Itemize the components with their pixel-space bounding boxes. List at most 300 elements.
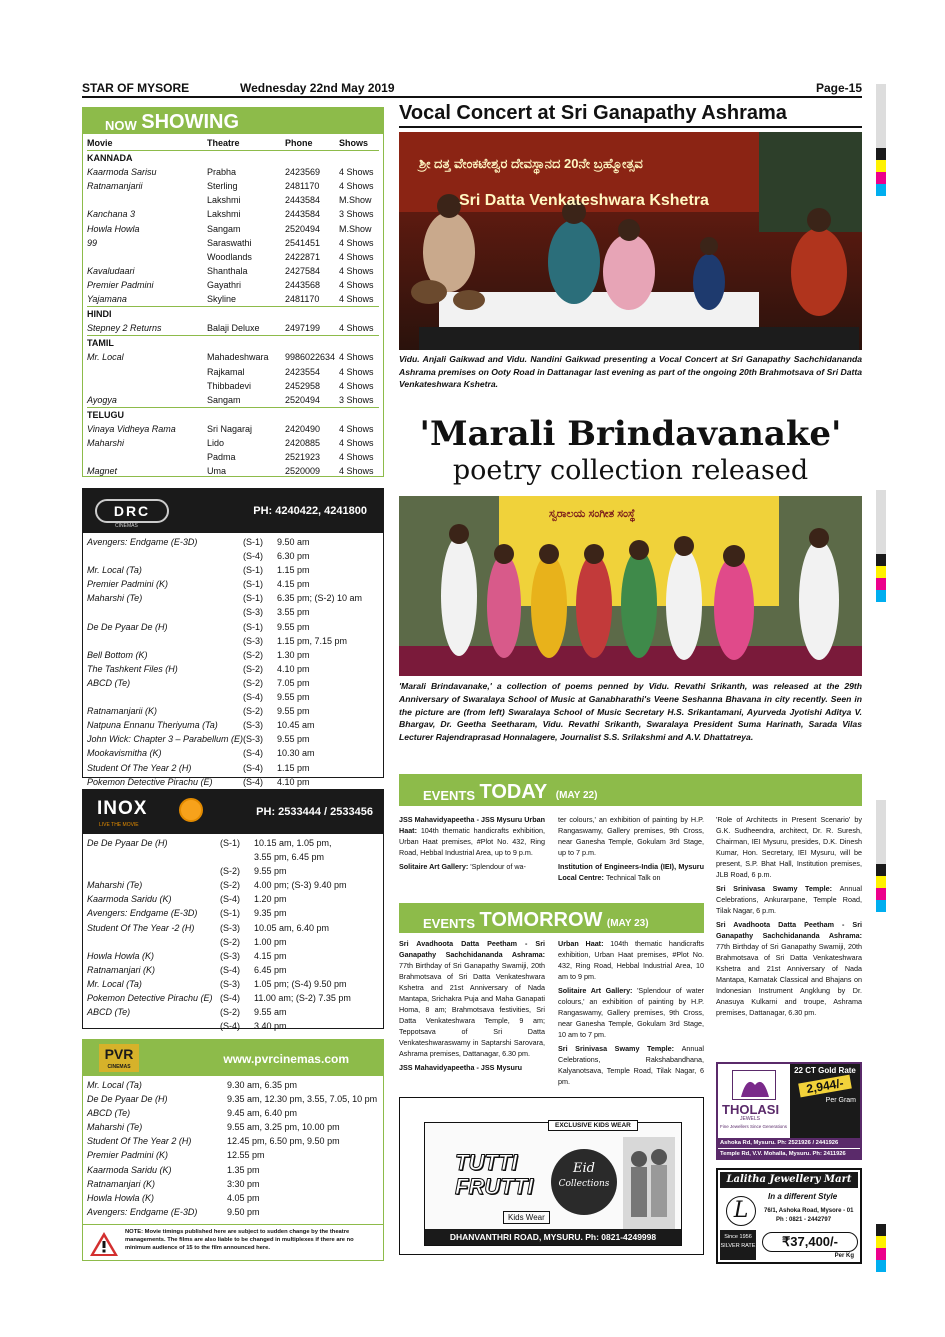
event-venue: JSS Mahavidyapeetha - JSS Mysuru Urban Haat: bbox=[399, 815, 545, 835]
events-today-date: (MAY 22) bbox=[555, 790, 598, 801]
table-row bbox=[87, 746, 379, 760]
tholasi-brand-sub: JEWELS bbox=[740, 1116, 761, 1122]
movie-cell: De De Pyaar De (H) bbox=[87, 838, 168, 848]
page-number: Page-15 bbox=[815, 81, 862, 95]
shows-cell: 4 Shows bbox=[339, 265, 374, 276]
table-header bbox=[87, 136, 379, 151]
phone-cell: 2423569 bbox=[285, 167, 321, 178]
registration-marks-top bbox=[876, 84, 886, 196]
shows-cell: 4 Shows bbox=[339, 237, 374, 248]
table-row bbox=[87, 704, 379, 718]
time-cell: 9.35 pm bbox=[254, 908, 287, 919]
marali-headline: 'Marali Brindavanake' bbox=[419, 414, 842, 454]
screen-cell: (S-1) bbox=[242, 579, 263, 590]
pvr-logo-sub: CINEMAS bbox=[107, 1064, 131, 1070]
screen-cell: (S-3) bbox=[242, 720, 263, 731]
table-row bbox=[87, 1134, 379, 1148]
event-item bbox=[558, 985, 704, 1040]
tholasi-tagline: Fine Jewellers Since Generations bbox=[720, 1124, 788, 1129]
kids-photo-art bbox=[623, 1137, 675, 1229]
table-row bbox=[87, 850, 379, 864]
table-row bbox=[87, 732, 379, 746]
time-cell: 9.35 am, 12.30 pm, 3.55, 7.05, 10 pm bbox=[227, 1094, 378, 1105]
now-showing-title-small: NOW bbox=[105, 118, 137, 133]
phone-cell: 2497199 bbox=[285, 323, 321, 334]
phone-cell: 2521923 bbox=[285, 452, 321, 463]
event-venue: Solitaire Art Gallery: bbox=[558, 986, 638, 995]
inox-tagline: LIVE THE MOVIE bbox=[99, 822, 139, 828]
table-row bbox=[87, 264, 379, 278]
movie-cell: Howla Howla bbox=[87, 223, 140, 234]
phone-cell: 2481170 bbox=[285, 294, 320, 305]
movie-cell: Ayogya bbox=[87, 394, 117, 405]
screen-cell: (S-2) bbox=[220, 936, 240, 947]
movie-cell bbox=[87, 634, 243, 648]
table-row bbox=[87, 620, 379, 634]
screen-cell: (S-1) bbox=[242, 621, 263, 632]
col-theatre: Theatre bbox=[207, 138, 240, 148]
table-row bbox=[87, 179, 379, 193]
language-section-row bbox=[87, 307, 379, 322]
inox-logo: INOX bbox=[97, 798, 148, 819]
screen-cell: (S-2) bbox=[220, 880, 240, 891]
event-item bbox=[558, 814, 704, 858]
screen-cell: (S-4) bbox=[220, 894, 240, 905]
language-label: KANNADA bbox=[87, 151, 379, 166]
table-row bbox=[87, 1106, 379, 1120]
time-cell: 4.10 pm bbox=[276, 663, 310, 674]
shows-cell: 4 Shows bbox=[339, 380, 374, 391]
theatre-cell: Skyline bbox=[207, 294, 237, 305]
movie-cell bbox=[87, 864, 220, 878]
event-item bbox=[399, 861, 545, 872]
movie-cell: Ratnamanjarii (K) bbox=[87, 706, 158, 717]
time-cell: 12.55 pm bbox=[227, 1150, 265, 1161]
events-tomorrow-title-small: EVENTS bbox=[423, 916, 476, 931]
tuttifrutti-ad bbox=[399, 1097, 704, 1255]
movie-cell bbox=[87, 690, 243, 704]
table-row bbox=[87, 1092, 379, 1106]
time-cell: 9.45 am, 6.40 pm bbox=[227, 1108, 298, 1119]
movie-cell: Avengers: Endgame (E-3D) bbox=[87, 537, 198, 547]
table-row bbox=[87, 836, 379, 850]
movie-cell: Premier Padmini (K) bbox=[87, 1150, 169, 1161]
shows-cell: 4 Shows bbox=[339, 466, 374, 477]
language-section-row bbox=[87, 336, 379, 351]
table-row bbox=[87, 906, 379, 920]
time-cell: 1.15 pm bbox=[276, 565, 310, 576]
event-venue: Sri Avadhoota Datta Peetham - Sri Ganapathy Sachchidananda Ashrama: bbox=[716, 920, 862, 940]
screen-cell: (S-1) bbox=[242, 593, 263, 604]
registration-marks-bottom bbox=[876, 1224, 886, 1272]
theatre-cell: Padma bbox=[207, 452, 236, 463]
drc-logo bbox=[95, 499, 169, 523]
col-phone: Phone bbox=[285, 138, 313, 148]
table-row bbox=[87, 1005, 379, 1019]
table-row bbox=[87, 892, 379, 906]
table-row bbox=[87, 634, 379, 648]
time-cell: 9.55 pm bbox=[276, 621, 310, 632]
theatre-cell: Saraswathi bbox=[207, 237, 252, 248]
theatre-cell: Balaji Deluxe bbox=[207, 323, 260, 334]
time-cell: 9.55 pm bbox=[276, 734, 310, 745]
events-today-title-small: EVENTS bbox=[423, 788, 476, 803]
theatre-cell: Thibbadevi bbox=[207, 380, 252, 391]
screen-cell: (S-1) bbox=[242, 537, 263, 547]
table-row bbox=[87, 1078, 379, 1092]
tholasi-emblem bbox=[732, 1070, 776, 1100]
table-row bbox=[87, 591, 379, 605]
movie-cell: Ratnamanjari (K) bbox=[87, 964, 156, 975]
pvr-logo-text: PVR bbox=[104, 1046, 134, 1062]
theatre-cell: Lakshmi bbox=[207, 209, 241, 220]
table-row bbox=[87, 1120, 379, 1134]
phone-cell: 2443568 bbox=[285, 279, 321, 290]
table-row bbox=[87, 1019, 379, 1033]
phone-cell: 9986022634 bbox=[285, 352, 336, 363]
shows-cell: 3 Shows bbox=[339, 394, 374, 405]
movie-cell: Avengers: Endgame (E-3D) bbox=[87, 1206, 198, 1217]
pvr-website: www.pvrcinemas.com bbox=[223, 1052, 349, 1066]
shows-cell: 4 Shows bbox=[339, 279, 374, 290]
pvr-note-box bbox=[83, 1224, 383, 1260]
movie-cell bbox=[87, 605, 243, 619]
language-label: TAMIL bbox=[87, 336, 379, 351]
theatre-cell: Uma bbox=[207, 466, 227, 477]
table-row bbox=[87, 193, 379, 207]
theatre-cell: Sterling bbox=[207, 181, 238, 192]
inox-sun-icon bbox=[179, 798, 203, 822]
time-cell: 1.30 pm bbox=[276, 649, 310, 660]
table-row bbox=[87, 718, 379, 732]
tuttifrutti-tag: EXCLUSIVE KIDS WEAR bbox=[548, 1120, 638, 1131]
shows-cell: 4 Shows bbox=[339, 251, 374, 262]
table-row bbox=[87, 207, 379, 221]
event-venue: Sri Srinivasa Swamy Temple: bbox=[558, 1044, 682, 1053]
concert-caption: Vidu. Anjali Gaikwad and Vidu. Nandini Gaikwad presenting a Vocal Concert at Sri Ganapathy Sachchidananda Ashrama premises on Ooty Road in Dattanagar last evening as part of the ongoing 20th Brahmotsava of Sri Datta Venkateshwara Kshetra. bbox=[399, 354, 862, 389]
table-row bbox=[87, 1205, 379, 1219]
event-venue: Urban Haat: bbox=[558, 939, 611, 948]
event-venue: Sri Srinivasa Swamy Temple: bbox=[716, 884, 840, 893]
movie-cell bbox=[87, 450, 207, 464]
event-venue: Sri Avadhoota Datta Peetham - Sri Ganapathy Sachchidananda Ashrama: bbox=[399, 939, 545, 959]
lalitha-phone: Ph : 0821 - 2442797 bbox=[776, 1217, 832, 1223]
shows-cell: M.Show bbox=[339, 195, 372, 206]
movie-cell bbox=[87, 379, 207, 393]
events-tomorrow-date: (MAY 23) bbox=[606, 918, 649, 929]
paper-name: STAR OF MYSORE bbox=[82, 81, 190, 95]
movie-cell: De De Pyaar De (H) bbox=[87, 621, 168, 632]
drc-section bbox=[82, 488, 384, 787]
time-cell: 4.00 pm; (S-3) 9.40 pm bbox=[254, 880, 347, 891]
phone-cell: 2481170 bbox=[285, 181, 320, 192]
table-row bbox=[87, 921, 379, 935]
table-row bbox=[87, 393, 379, 408]
screen-cell: (S-3) bbox=[220, 922, 240, 933]
inox-table bbox=[87, 836, 379, 1033]
events-tomorrow-col1 bbox=[399, 938, 545, 1076]
theatre-cell: Sangam bbox=[207, 394, 241, 405]
phone-cell: 2520494 bbox=[285, 394, 321, 405]
screen-cell: (S-3) bbox=[242, 607, 263, 618]
phone-cell: 2423554 bbox=[285, 366, 321, 377]
tholasi-address-2: Temple Rd, V.V. Mohalla, Mysuru. Ph: 2411926 bbox=[718, 1148, 860, 1158]
movie-cell: Premier Padmini (K) bbox=[87, 579, 169, 590]
masthead bbox=[82, 80, 862, 98]
movie-cell: Maharshi (Te) bbox=[87, 1122, 143, 1133]
phone-cell: 2520009 bbox=[285, 466, 321, 477]
screen-cell: (S-3) bbox=[220, 978, 240, 989]
movie-cell: Kanchana 3 bbox=[87, 209, 136, 220]
theatre-cell: Rajkamal bbox=[207, 366, 245, 377]
event-details: Annual Celebrations, Rakshabandhana, Kalyanotsava, Temple Road, Tilak Nagar, 6 pm. bbox=[558, 1044, 704, 1086]
event-item bbox=[399, 1062, 545, 1073]
shows-cell: 4 Shows bbox=[339, 423, 374, 434]
inox-section bbox=[82, 789, 384, 1032]
table-row bbox=[87, 761, 379, 775]
table-row bbox=[87, 535, 379, 549]
events-today-header bbox=[399, 774, 862, 806]
col-movie: Movie bbox=[87, 138, 113, 148]
movie-cell: John Wick: Chapter 3 – Parabellum (E) bbox=[87, 734, 243, 745]
events-tomorrow-title-big: TOMORROW bbox=[479, 909, 603, 931]
screen-cell: (S-2) bbox=[242, 649, 263, 660]
time-cell: 6.35 pm; (S-2) 10 am bbox=[276, 593, 363, 604]
tuttifrutti-sub: Kids Wear bbox=[503, 1211, 550, 1224]
event-venue: Solitaire Art Gallery: bbox=[399, 862, 471, 871]
registration-marks-mid bbox=[876, 490, 886, 602]
table-row bbox=[87, 949, 379, 963]
table-row bbox=[87, 236, 379, 250]
movie-cell: Kaarmoda Sarisu bbox=[87, 167, 157, 178]
shows-cell: 3 Shows bbox=[339, 209, 374, 220]
table-row bbox=[87, 935, 379, 949]
screen-cell: (S-4) bbox=[242, 692, 263, 703]
event-item bbox=[716, 919, 862, 1018]
marali-caption: 'Marali Brindavanake,' a collection of poems penned by Vidu. Revathi Srikanth, was released at the 29th Anniversary of Swaralaya School of Music at Ganabharathi's Veene Seshanna Bhavana in city recently. Seen in the picture are (from left) Swaralaya School of Music Secretary H.S. Srikantamani, Ayurveda Jyotishi Aditya V. Bhargav, Dr. Geetha Seetharam, Vidu. Revathi Srikanth, Swaralaya President Suma Harinath, Sarada Vilas Lecturer Rajendraprasad Honnalagere, Journalist S.S. Srilakshmi and A.V. Dhattatreya. bbox=[399, 681, 862, 743]
events-tomorrow-header bbox=[399, 903, 704, 933]
screen-cell: (S-3) bbox=[220, 950, 240, 961]
phone-cell: 2541451 bbox=[285, 237, 321, 248]
phone-cell: 2420490 bbox=[285, 423, 321, 434]
table-row bbox=[87, 977, 379, 991]
table-row bbox=[87, 878, 379, 892]
screen-cell: (S-1) bbox=[220, 908, 240, 919]
movie-cell bbox=[87, 549, 243, 563]
movie-cell: Premier Padmini bbox=[87, 279, 154, 290]
time-cell: 3.55 pm bbox=[276, 607, 310, 618]
time-cell: 3.55 pm, 6.45 pm bbox=[254, 852, 325, 863]
lalitha-address: 76/1, Ashoka Road, Mysore - 01 bbox=[764, 1208, 854, 1214]
table-row bbox=[87, 1191, 379, 1205]
time-cell: 10.15 am, 1.05 pm, bbox=[254, 838, 332, 848]
screen-cell: (S-4) bbox=[242, 762, 263, 773]
gold-rate-per: Per Gram bbox=[825, 1097, 856, 1104]
phone-cell: 2422871 bbox=[285, 251, 321, 262]
phone-cell: 2452958 bbox=[285, 380, 321, 391]
screen-cell: (S-2) bbox=[220, 866, 240, 877]
events-today-title-big: TODAY bbox=[479, 781, 548, 803]
event-item bbox=[558, 1043, 704, 1087]
tuttifrutti-footer: DHANVANTHRI ROAD, MYSURU. Ph: 0821-4249998 bbox=[425, 1229, 681, 1245]
movie-cell: Ratnamanjari (K) bbox=[87, 1178, 156, 1189]
theatre-cell: Sri Nagaraj bbox=[207, 423, 253, 434]
shows-cell: 4 Shows bbox=[339, 181, 374, 192]
lalitha-tagline: In a different Style bbox=[768, 1192, 838, 1201]
language-label: HINDI bbox=[87, 307, 379, 322]
table-row bbox=[87, 292, 379, 307]
table-row bbox=[87, 450, 379, 464]
movie-cell: Vinaya Vidheya Rama bbox=[87, 423, 176, 434]
concert-banner-english: Sri Datta Venkateshwara Kshetra bbox=[459, 192, 709, 209]
table-row bbox=[87, 365, 379, 379]
table-row bbox=[87, 991, 379, 1005]
lalitha-silver-rate: ₹37,400/- bbox=[762, 1232, 858, 1252]
language-label: TELUGU bbox=[87, 407, 379, 422]
inox-phone: PH: 2533444 / 2533456 bbox=[256, 806, 373, 818]
table-row bbox=[87, 278, 379, 292]
movie-cell: Mookavismitha (K) bbox=[87, 748, 162, 759]
drc-header bbox=[83, 489, 383, 533]
time-cell: 9.50 pm bbox=[227, 1206, 260, 1217]
event-venue: Institution of Engineers-India (IEI), Mysuru Local Centre: bbox=[558, 862, 704, 882]
theatre-cell: Woodlands bbox=[207, 251, 252, 262]
movie-cell: Mr. Local (Ta) bbox=[87, 978, 142, 989]
theatre-cell: Gayathri bbox=[207, 279, 242, 290]
movie-cell: ABCD (Te) bbox=[87, 1108, 131, 1119]
table-row bbox=[87, 963, 379, 977]
shows-cell: 4 Shows bbox=[339, 294, 374, 305]
table-row bbox=[87, 1148, 379, 1162]
shows-cell: M.Show bbox=[339, 223, 372, 234]
time-cell: 9.50 am bbox=[276, 537, 310, 547]
marali-photo bbox=[399, 496, 862, 676]
event-item bbox=[558, 938, 704, 982]
shows-cell: 4 Shows bbox=[339, 167, 374, 178]
event-details: ter colours,' an exhibition of painting by H.P. Rangaswamy, Gallery premises, 9th Cross, near Ganesha Temple, Gokulam 3rd Stage, up to 7 p.m. bbox=[558, 815, 704, 857]
language-section-row bbox=[87, 151, 379, 166]
events-tomorrow-col2 bbox=[558, 938, 704, 1090]
movie-cell: Howla Howla (K) bbox=[87, 950, 155, 961]
events-today-col3 bbox=[716, 814, 862, 1021]
table-row bbox=[87, 321, 379, 336]
lalitha-brand: Lalitha Jewellery Mart bbox=[720, 1172, 858, 1188]
concert-photo bbox=[399, 132, 862, 350]
movie-cell: De De Pyaar De (H) bbox=[87, 1094, 168, 1105]
pvr-section bbox=[82, 1039, 384, 1261]
time-cell: 4.15 pm bbox=[276, 579, 310, 590]
lalitha-silver-label: SILVER RATE bbox=[720, 1243, 756, 1249]
drc-logo-text: DRC bbox=[113, 503, 151, 519]
time-cell: 10.45 am bbox=[276, 720, 315, 731]
phone-cell: 2443584 bbox=[285, 195, 321, 206]
time-cell: 9.55 pm bbox=[276, 706, 310, 717]
shows-cell: 4 Shows bbox=[339, 323, 374, 334]
event-details: 104th thematic handicrafts exhibition, Urban Haat premises, #Plot No. 432, Ring Road, Hebbal Industrial Area, 10 am to 9 pm. bbox=[558, 939, 704, 981]
table-row bbox=[87, 549, 379, 563]
drc-logo-sub: CINEMAS bbox=[115, 523, 138, 529]
movie-cell: Student Of The Year 2 (H) bbox=[87, 762, 192, 773]
theatre-cell: Lakshmi bbox=[207, 195, 241, 206]
screen-cell: (S-1) bbox=[242, 565, 263, 576]
table-row bbox=[87, 1163, 379, 1177]
movie-cell: Natpuna Ennanu Theriyuma (Ta) bbox=[87, 720, 218, 731]
table-row bbox=[87, 563, 379, 577]
movie-cell: Avengers: Endgame (E-3D) bbox=[87, 908, 198, 919]
lalitha-monogram: L bbox=[726, 1196, 756, 1226]
lalitha-since: Since 1956 bbox=[724, 1234, 752, 1240]
pvr-table bbox=[87, 1078, 379, 1219]
screen-cell: (S-4) bbox=[220, 964, 240, 975]
time-cell: 1.15 pm bbox=[276, 762, 310, 773]
now-showing-header bbox=[83, 108, 383, 134]
theatre-cell: Shanthala bbox=[207, 265, 248, 276]
movie-cell: ABCD (Te) bbox=[87, 1007, 131, 1018]
time-cell: 3.40 pm bbox=[254, 1021, 287, 1032]
movie-cell: Kaarmoda Saridu (K) bbox=[87, 1164, 172, 1175]
table-row bbox=[87, 379, 379, 393]
time-cell: 9.55 am bbox=[254, 1007, 287, 1018]
movie-cell: Ratnamanjarii bbox=[87, 181, 143, 192]
movie-cell: Stepney 2 Returns bbox=[87, 323, 162, 334]
gold-rate-price: 2,944/- bbox=[798, 1075, 852, 1098]
table-row bbox=[87, 1177, 379, 1191]
time-cell: 12.45 pm, 6.50 pm, 9.50 pm bbox=[227, 1136, 340, 1147]
time-cell: 11.00 am; (S-2) 7.35 pm bbox=[254, 993, 351, 1004]
event-details: 77th Birthday of Sri Ganapathy Swamiji, 20th Brahmotsava of Sri Datta Venkateshwara Kshetra and 21st Anniversary of Nada Mantapa, Karnatak Classical and Bhajans on Indonesian Instrument Angklung by Dr. Anasuya Kulkarni and troupe, Ashrama premises, Dattanagar, 6.30 pm. bbox=[716, 942, 862, 1017]
pvr-logo bbox=[99, 1044, 139, 1072]
event-item bbox=[399, 814, 545, 858]
screen-cell: (S-1) bbox=[220, 838, 240, 848]
table-row bbox=[87, 165, 379, 179]
event-item bbox=[716, 883, 862, 916]
movie-cell bbox=[87, 365, 207, 379]
movie-cell: Maharshi bbox=[87, 437, 125, 448]
now-showing-title-big: SHOWING bbox=[141, 111, 240, 133]
tholasi-brand: THOLASI bbox=[722, 1102, 780, 1117]
table-row bbox=[87, 250, 379, 264]
event-details: 'Splendour of water colours,' an exhibition of painting by H.P. Rangaswamy, Gallery premises, 9th Cross, near Ganesha Temple, Gokulam 3rd Stage, 10 am to 7 pm. bbox=[558, 986, 704, 1039]
shows-cell: 4 Shows bbox=[339, 452, 374, 463]
tuttifrutti-brand: TUTTI FRUTTI bbox=[455, 1150, 534, 1199]
shows-cell: 4 Shows bbox=[339, 352, 374, 363]
events-today-col2 bbox=[558, 814, 704, 886]
time-cell: 1.15 pm, 7.15 pm bbox=[276, 635, 348, 646]
theatre-cell: Prabha bbox=[207, 167, 237, 178]
movie-cell: Maharshi (Te) bbox=[87, 880, 143, 891]
lalitha-since-box bbox=[720, 1230, 756, 1260]
event-item bbox=[716, 814, 862, 880]
table-row bbox=[87, 222, 379, 236]
phone-cell: 2420885 bbox=[285, 437, 321, 448]
gold-rate-title: 22 CT Gold Rate bbox=[794, 1066, 856, 1075]
lalitha-per-kg: Per Kg bbox=[834, 1253, 854, 1259]
movie-cell: Pokemon Detective Pirachu (E) bbox=[87, 776, 213, 787]
screen-cell: (S-4) bbox=[242, 748, 263, 759]
screen-cell: (S-3) bbox=[242, 635, 263, 646]
movie-cell: Howla Howla (K) bbox=[87, 1192, 155, 1203]
time-cell: 10.30 am bbox=[276, 748, 315, 759]
registration-marks-lower bbox=[876, 800, 886, 912]
inox-header bbox=[83, 790, 383, 834]
kids-photo bbox=[623, 1137, 675, 1229]
peacock-icon bbox=[733, 1071, 777, 1101]
movie-cell bbox=[87, 250, 207, 264]
movie-cell: 99 bbox=[87, 237, 98, 248]
movie-cell: Bell Bottom (K) bbox=[87, 649, 148, 660]
time-cell: 4.05 pm bbox=[227, 1192, 260, 1203]
table-row bbox=[87, 464, 379, 478]
